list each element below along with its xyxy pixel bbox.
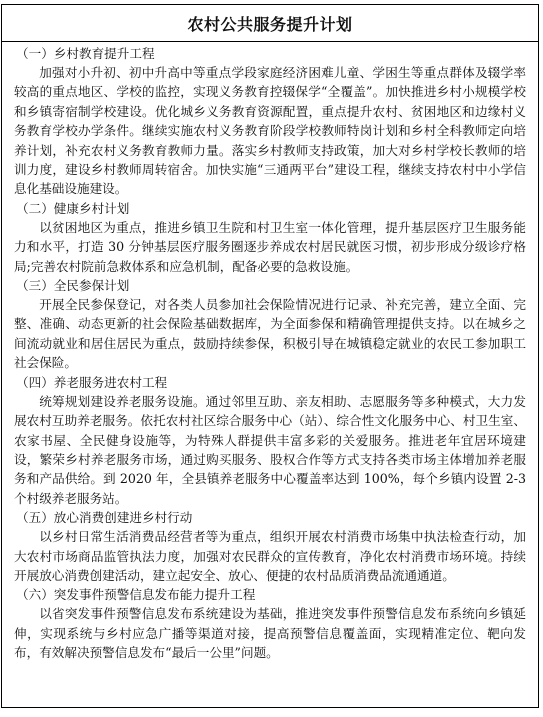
section-body-consumption: 以乡村日常生活消费品经营者等为重点，组织开展农村消费市场集中执法检查行动，加大农村市场商品监管执法力度，加强对农民群众的宣传教育，净化农村消费市场环境。持续开展放心消费创建活动，建立起安全、放心、便捷的农村品质消费品流通通道。: [14, 529, 526, 583]
section-heading-education: （一）乡村教育提升工程: [16, 46, 155, 61]
section-body-education: 加强对小升初、初中升高中等重点学段家庭经济困难儿童、学困生等重点群体及辍学率较高的重点地区、学校的监控，实现义务教育控辍保学“全覆盖”。加快推进乡村小规模学校和乡镇寄宿制学校建设。优化城乡义务教育资源配置，重点提升农村、贫困地区和边缘村义务教育学校办学条件。继续实施农村义务教育阶段学校教师特岗计划和乡村全科教师定向培养计划，补充农村义务教育教师力量。落实乡村教师支持政策，加大对乡村学校长教师的培训力度，建设乡村教师周转宿舍。加快实施“三通两平台”建设工程，继续支持农村中小学信息化基础设施建设。: [14, 65, 526, 197]
section-body-elderly-care: 统筹规划建设养老服务设施。通过邻里互助、亲友相助、志愿服务等多种模式，大力发展农村互助养老服务。依托农村社区综合服务中心（站）、综合性文化服务中心、村卫生室、农家书屋、全民健身设施等，为特殊人群提供丰富多彩的关爱服务。推进老年宜居环境建设，繁荣乡村养老服务市场，通过购买服务、股权合作等方式支持各类市场主体增加养老服务和产品供给。到 2020 年，全县镇养老服务中心覆盖率达到 100%，每个乡镇内设置 2-3 个村级养老服务站。: [14, 393, 526, 506]
section-heading-consumption: （五）放心消费创建进乡村行动: [16, 510, 193, 526]
section-heading-health: （二）健康乡村计划: [16, 200, 130, 216]
section-heading-elderly-care: （四）养老服务进农村工程: [16, 374, 168, 390]
page-title: 农村公共服务提升计划: [187, 14, 353, 34]
section-body-insurance: 开展全民参保登记，对各类人员参加社会保险情况进行记录、补充完善，建立全面、完整、准确、动态更新的社会保险基础数据库，为全面参保和精确管理提供支持。以在城乡之间流动就业和居住居民为重点，鼓励持续参保，积极引导在城镇稳定就业的农民工参加职工社会保险。: [14, 297, 526, 371]
section-heading-insurance: （三）全民参保计划: [16, 278, 130, 294]
title-row: [2, 5, 538, 42]
section-body-health: 以贫困地区为重点，推进乡镇卫生院和村卫生室一体化管理，提升基层医疗卫生服务能力和水平，打造 30 分钟基层医疗服务圈逐步养成农村居民就医习惯，初步形成分级诊疗格局;完善农村院前急救体系和应急机制，配备必要的急救设施。: [14, 219, 526, 274]
document-table: [1, 4, 539, 708]
document-body: [2, 42, 538, 663]
section-heading-early-warning: （六）突发事件预警信息发布能力提升工程: [16, 587, 256, 603]
section-body-early-warning: 以省突发事件预警信息发布系统建设为基础，推进突发事件预警信息发布系统向乡镇延伸，实现系统与乡村应急广播等渠道对接，提高预警信息覆盖面，实现精准定位、靶向发布，有效解决预警信息发布“最后一公里”问题。: [14, 606, 526, 661]
